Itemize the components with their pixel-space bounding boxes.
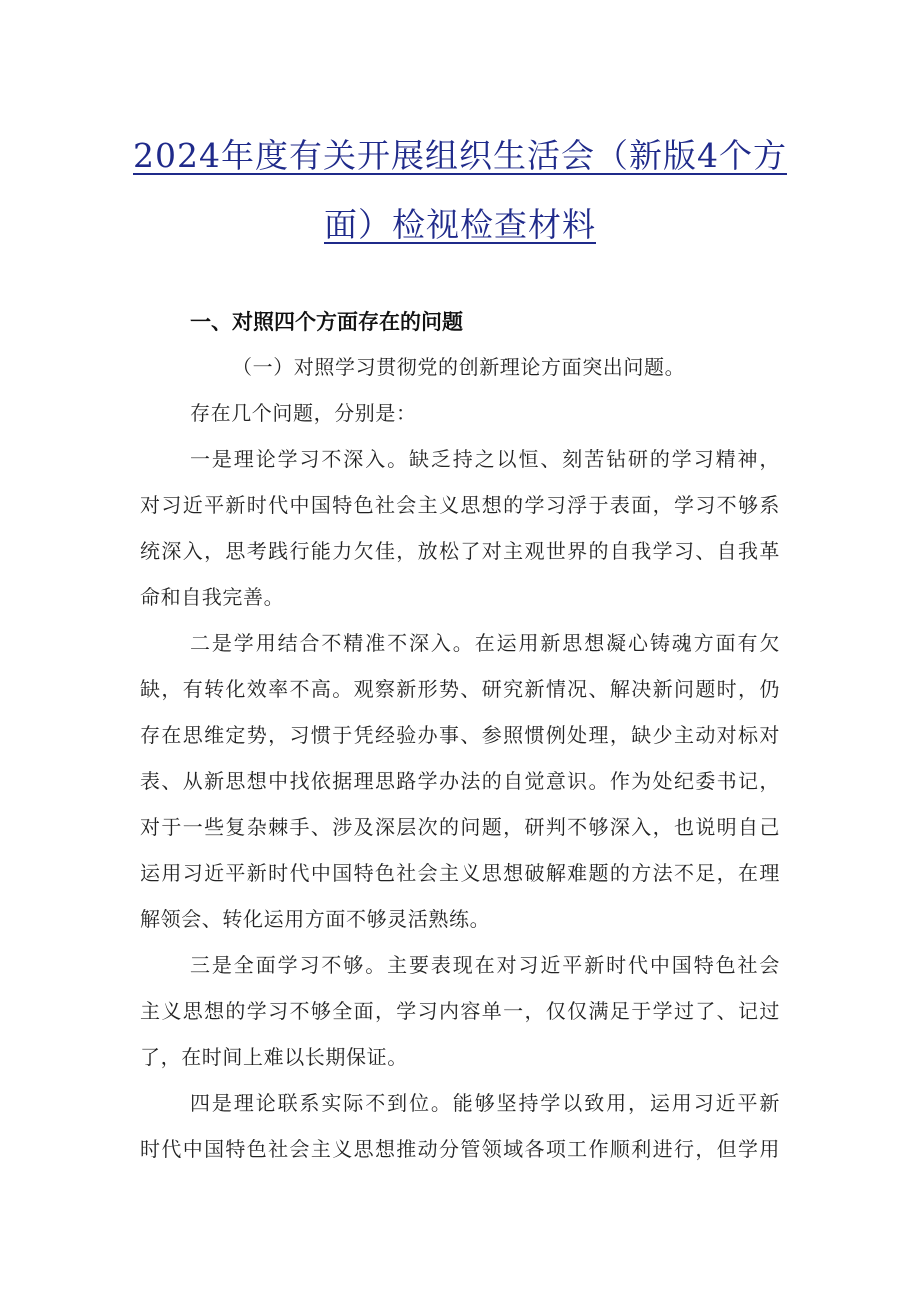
subsection-heading: （一）对照学习贯彻党的创新理论方面突出问题。	[232, 355, 686, 379]
intro-text: 存在几个问题，分别是：	[190, 401, 417, 425]
paragraph-line: 时代中国特色社会主义思想推动分管领域各项工作顺利进行，但学用	[140, 1137, 780, 1161]
paragraph-line: 对于一些复杂棘手、涉及深层次的问题，研判不够深入，也说明自己	[140, 815, 780, 839]
paragraph-line: 表、从新思想中找依据理思路学办法的自觉意识。作为处纪委书记，	[140, 769, 780, 793]
paragraph-line: 主义思想的学习不够全面，学习内容单一，仅仅满足于学过了、记过	[140, 999, 780, 1023]
paragraph-line: 运用习近平新时代中国特色社会主义思想破解难题的方法不足，在理	[140, 861, 780, 885]
paragraph-line: 解领会、转化运用方面不够灵活熟练。	[140, 907, 491, 931]
document-title-line-1: 2024年度有关开展组织生活会（新版4个方	[133, 136, 787, 175]
paragraph-line: 对习近平新时代中国特色社会主义思想的学习浮于表面，学习不够系	[140, 493, 780, 517]
paragraph-line: 二是学用结合不精准不深入。在运用新思想凝心铸魂方面有欠	[190, 631, 780, 655]
paragraph-line: 了，在时间上难以长期保证。	[140, 1045, 408, 1069]
section-heading: 一、对照四个方面存在的问题	[190, 310, 463, 334]
paragraph-line: 三是全面学习不够。主要表现在对习近平新时代中国特色社会	[190, 953, 780, 977]
paragraph-line: 一是理论学习不深入。缺乏持之以恒、刻苦钻研的学习精神，	[190, 447, 780, 471]
paragraph-line: 统深入，思考践行能力欠佳，放松了对主观世界的自我学习、自我革	[140, 539, 780, 563]
paragraph-line: 存在思维定势，习惯于凭经验办事、参照惯例处理，缺少主动对标对	[140, 723, 780, 747]
paragraph-line: 命和自我完善。	[140, 585, 285, 609]
document-title-line-2: 面）检视检查材料	[324, 205, 596, 244]
paragraph-line: 缺，有转化效率不高。观察新形势、研究新情况、解决新问题时，仍	[140, 677, 780, 701]
paragraph-line: 四是理论联系实际不到位。能够坚持学以致用，运用习近平新	[190, 1091, 780, 1115]
